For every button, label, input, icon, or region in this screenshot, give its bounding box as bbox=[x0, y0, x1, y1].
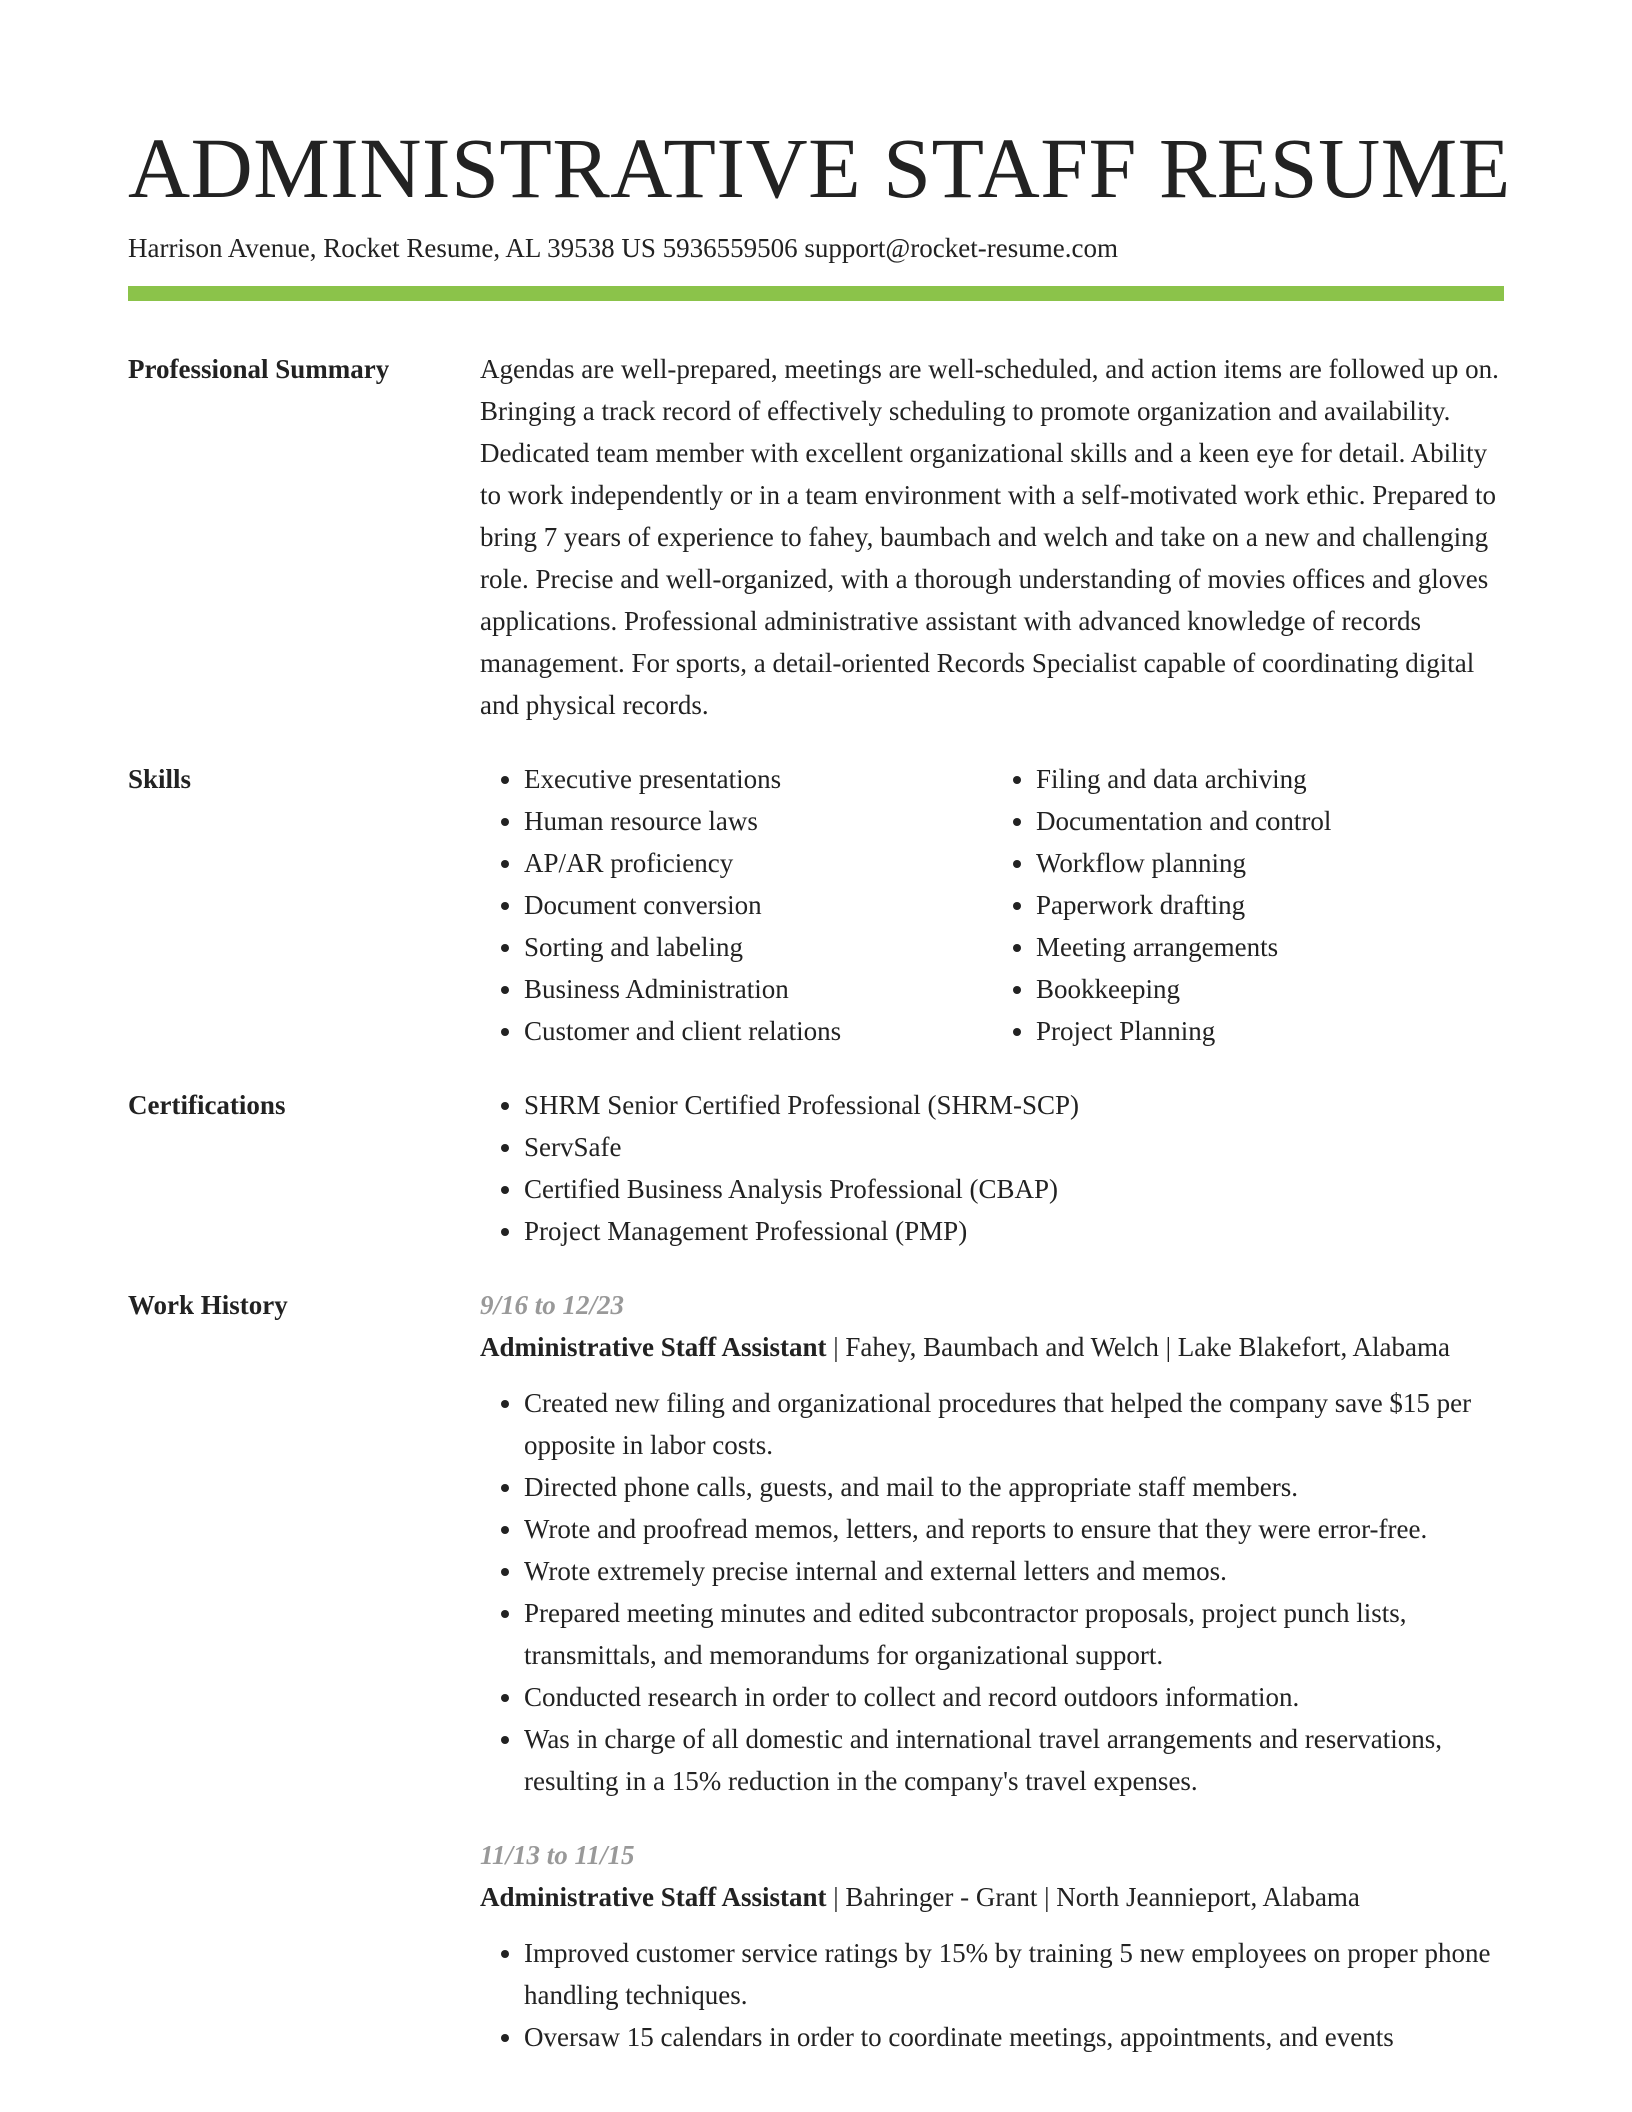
job-entry bbox=[480, 1284, 1504, 1802]
job-title: Administrative Staff Assistant bbox=[480, 1882, 827, 1912]
job-bullet: • Wrote extremely precise internal and external letters and memos. bbox=[524, 1550, 1504, 1592]
job-details: | Bahringer - Grant | North Jeannieport, Alabama bbox=[826, 1882, 1360, 1912]
certification-item: • Project Management Professional (PMP) bbox=[524, 1210, 1504, 1252]
job-title: Administrative Staff Assistant bbox=[480, 1332, 827, 1362]
skills-list-right bbox=[992, 758, 1504, 1052]
summary-section bbox=[128, 348, 1504, 726]
job-dates: 9/16 to 12/23 bbox=[480, 1290, 625, 1320]
skill-item: • Executive presentations bbox=[524, 758, 992, 800]
skill-item: • Business Administration bbox=[524, 968, 992, 1010]
skill-item: • Documentation and control bbox=[1036, 800, 1504, 842]
job-bullet: • Prepared meeting minutes and edited subcontractor proposals, project punch lists, transmittals, and memorandums for organizational support. bbox=[524, 1592, 1504, 1676]
job-header bbox=[480, 1326, 1504, 1368]
skill-item: • Workflow planning bbox=[1036, 842, 1504, 884]
job-bullet: • Was in charge of all domestic and international travel arrangements and reservations, resulting in a 15% reduction in the company's travel expenses. bbox=[524, 1718, 1504, 1802]
resume-title: ADMINISTRATIVE STAFF RESUME bbox=[128, 120, 1511, 216]
skill-item: • Sorting and labeling bbox=[524, 926, 992, 968]
job-bullet: • Conducted research in order to collect and record outdoors information. bbox=[524, 1676, 1504, 1718]
job-bullet: • Oversaw 15 calendars in order to coordinate meetings, appointments, and events bbox=[524, 2016, 1504, 2058]
skill-item: • Human resource laws bbox=[524, 800, 992, 842]
section-label-skills: Skills bbox=[128, 764, 192, 794]
job-entry bbox=[480, 1834, 1504, 2058]
summary-text: Agendas are well-prepared, meetings are well-scheduled, and action items are followed up on. Bringing a track record of effectively scheduling to promote organization and availability. Dedicated team member with excellent organizational skills and a keen eye for detail. Ability to work independently or in a team environment with a self-motivated work ethic. Prepared to bring 7 years of experience to fahey, baumbach and welch and take on a new and challenging role. Precise and well-organized, with a thorough understanding of movies offices and gloves applications. Professional administrative assistant with advanced knowledge of records management. For sports, a detail-oriented Records Specialist capable of coordinating digital and physical records. bbox=[480, 354, 1499, 720]
section-label-work-history: Work History bbox=[128, 1290, 288, 1320]
certification-item: • ServSafe bbox=[524, 1126, 1504, 1168]
job-details: | Fahey, Baumbach and Welch | Lake Blakefort, Alabama bbox=[826, 1332, 1450, 1362]
job-header bbox=[480, 1876, 1504, 1918]
job-bullet: • Directed phone calls, guests, and mail to the appropriate staff members. bbox=[524, 1466, 1504, 1508]
skills-section bbox=[128, 758, 1504, 1052]
skill-item: • AP/AR proficiency bbox=[524, 842, 992, 884]
skill-item: • Paperwork drafting bbox=[1036, 884, 1504, 926]
certification-item: • SHRM Senior Certified Professional (SHRM-SCP) bbox=[524, 1084, 1504, 1126]
skill-item: • Customer and client relations bbox=[524, 1010, 992, 1052]
skill-item: • Bookkeeping bbox=[1036, 968, 1504, 1010]
certifications-list bbox=[480, 1084, 1504, 1252]
section-label-certifications: Certifications bbox=[128, 1090, 286, 1120]
work-history-section bbox=[128, 1284, 1504, 2058]
certification-item: • Certified Business Analysis Professional (CBAP) bbox=[524, 1168, 1504, 1210]
resume-content bbox=[128, 348, 1504, 2090]
skill-item: • Meeting arrangements bbox=[1036, 926, 1504, 968]
job-bullets bbox=[480, 1932, 1504, 2058]
accent-divider bbox=[128, 286, 1504, 301]
job-bullet: • Wrote and proofread memos, letters, and reports to ensure that they were error-free. bbox=[524, 1508, 1504, 1550]
skills-list-left bbox=[480, 758, 992, 1052]
contact-line: Harrison Avenue, Rocket Resume, AL 39538 US 5936559506 support@rocket-resume.com bbox=[128, 233, 1118, 263]
skill-item: • Document conversion bbox=[524, 884, 992, 926]
skill-item: • Project Planning bbox=[1036, 1010, 1504, 1052]
job-bullets bbox=[480, 1382, 1504, 1802]
job-bullet: • Improved customer service ratings by 15% by training 5 new employees on proper phone handling techniques. bbox=[524, 1932, 1504, 2016]
skill-item: • Filing and data archiving bbox=[1036, 758, 1504, 800]
section-label-summary: Professional Summary bbox=[128, 354, 390, 384]
job-dates: 11/13 to 11/15 bbox=[480, 1840, 635, 1870]
certifications-section bbox=[128, 1084, 1504, 1252]
job-bullet: • Created new filing and organizational procedures that helped the company save $15 per opposite in labor costs. bbox=[524, 1382, 1504, 1466]
